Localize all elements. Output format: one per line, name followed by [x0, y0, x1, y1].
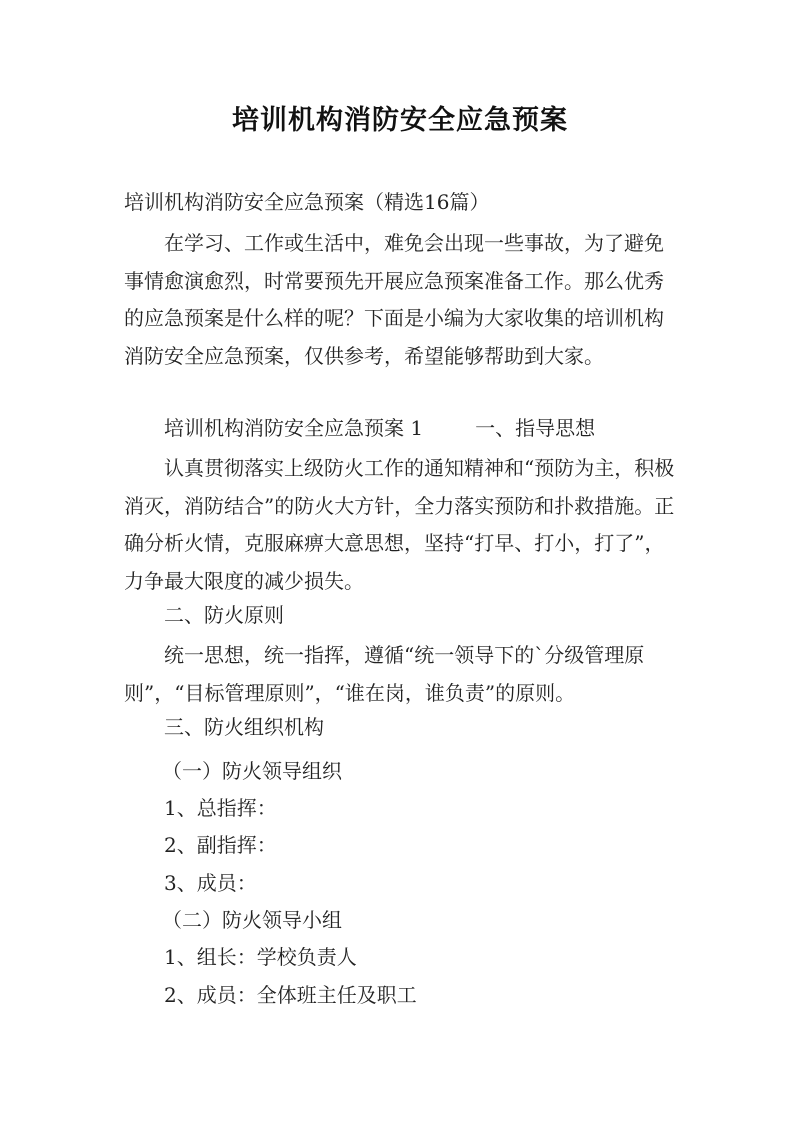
org-subheading-2: （二）防火领导小组: [162, 908, 342, 932]
org-subheading-1: （一）防火领导组织: [162, 759, 342, 783]
list-item: 1、组长：学校负责人: [164, 945, 357, 969]
principle-heading: 二、防火原则: [164, 603, 284, 627]
list-item: 3、成员：: [164, 871, 257, 895]
section1-heading-line: [124, 413, 684, 443]
document-title: 培训机构消防安全应急预案: [232, 105, 568, 136]
document-subtitle: 培训机构消防安全应急预案（精选16篇）: [124, 190, 490, 214]
principle-paragraph: 统一思想，统一指挥，遵循“统一领导下的`分级管理原则”，“目标管理原则”，“谁在岗，谁负责”的原则。: [124, 643, 645, 705]
intro-paragraph: 在学习、工作或生活中，难免会出现一些事故，为了避免事情愈演愈烈，时常要预先开展应急预案准备工作。那么优秀的应急预案是什么样的呢？下面是小编为大家收集的培训机构消防安全应急预案，仅供参考，希望能够帮助到大家。: [124, 231, 664, 368]
list-item: 1、总指挥：: [164, 796, 277, 820]
org-heading: 三、防火组织机构: [164, 715, 324, 739]
list-item: 2、副指挥：: [164, 833, 277, 857]
guiding-heading: 一、指导思想: [475, 416, 596, 440]
list-item: 2、成员：全体班主任及职工: [164, 983, 417, 1007]
guiding-paragraph: 认真贯彻落实上级防火工作的通知精神和“预防为主，积极消灭，消防结合”的防火大方针，全力落实预防和扑救措施。正确分析火情，克服麻痹大意思想，坚持“打早、打小，打了”，力争最大限度的减少损失。: [124, 456, 675, 593]
section1-heading: 培训机构消防安全应急预案 1: [164, 416, 424, 440]
